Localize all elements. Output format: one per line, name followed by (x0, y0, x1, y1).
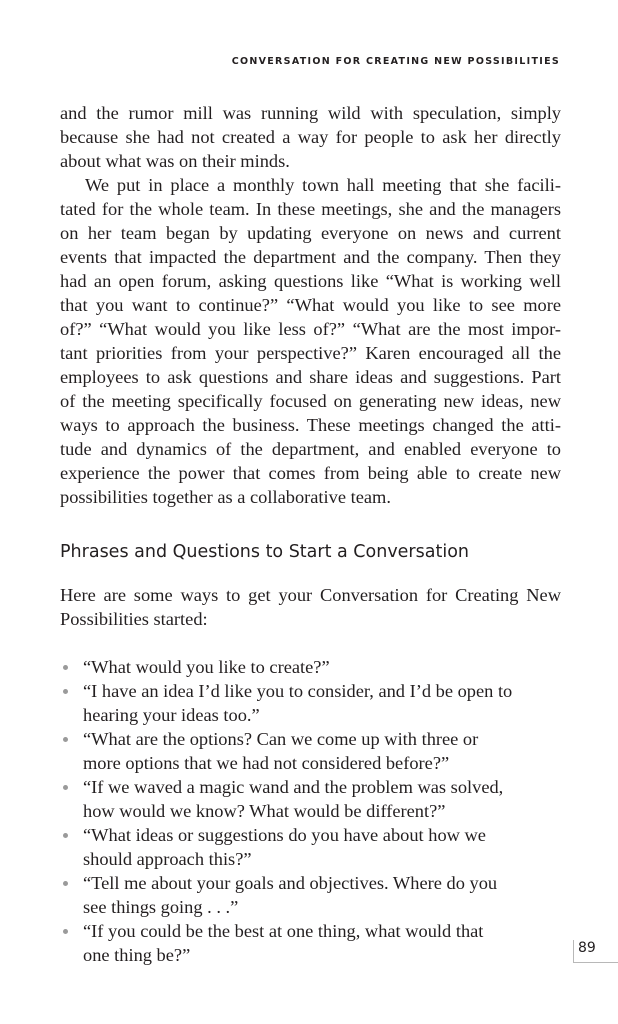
body-line: We put in place a monthly town hall meeting that she facili- (85, 175, 561, 195)
body-line: experience the power that comes from being able to create new (60, 463, 561, 483)
body-line: ways to approach the business. These meetings changed the atti- (60, 415, 561, 435)
bullet-item (60, 823, 561, 871)
bullet-item (60, 775, 561, 823)
page-number: 89 (578, 940, 596, 956)
bullet-item (60, 679, 561, 727)
bullet-dot-icon (63, 665, 68, 670)
intro-paragraph (60, 583, 561, 631)
bullet-item (60, 727, 561, 775)
body-line: tant priorities from your perspective?” Karen encouraged all the (60, 343, 561, 363)
body-line: on her team began by updating everyone on news and current (60, 223, 561, 243)
body-line: tated for the whole team. In these meetings, she and the managers (60, 199, 561, 219)
body-line: that you want to continue?” “What would you like to see more (60, 295, 561, 315)
body-line: about what was on their minds. (60, 151, 290, 171)
bullet-list (60, 655, 561, 967)
bullet-line: “Tell me about your goals and objectives. Where do you (83, 873, 498, 893)
bullet-dot-icon (63, 689, 68, 694)
bullet-line: more options that we had not considered before?” (83, 753, 450, 773)
body-line: of?” “What would you like less of?” “What are the most impor- (60, 319, 561, 339)
bullet-item (60, 655, 561, 679)
bullet-line: “What would you like to create?” (83, 657, 330, 677)
bullet-item (60, 919, 561, 967)
body-line: and the rumor mill was running wild with speculation, simply (60, 103, 561, 123)
bullet-item (60, 871, 561, 919)
body-line: events that impacted the department and the company. Then they (60, 247, 561, 267)
bullet-dot-icon (63, 785, 68, 790)
bullet-line: how would we know? What would be different?” (83, 801, 446, 821)
body-line: employees to ask questions and share ideas and suggestions. Part (60, 367, 561, 387)
bullet-line: see things going . . .” (83, 897, 239, 917)
page-number-box (573, 940, 618, 963)
bullet-dot-icon (63, 929, 68, 934)
bullet-line: should approach this?” (83, 849, 252, 869)
bullet-line: “If we waved a magic wand and the problem was solved, (83, 777, 504, 797)
body-line: tude and dynamics of the department, and enabled everyone to (60, 439, 561, 459)
body-line: of the meeting specifically focused on generating new ideas, new (60, 391, 561, 411)
section-heading: Phrases and Questions to Start a Conversation (60, 542, 469, 562)
bullet-dot-icon (63, 737, 68, 742)
body-line: had an open forum, asking questions like “What is working well (60, 271, 561, 291)
intro-line: Possibilities started: (60, 609, 208, 629)
bullet-line: “What ideas or suggestions do you have about how we (83, 825, 486, 845)
bullet-line: one thing be?” (83, 945, 191, 965)
bullet-line: “If you could be the best at one thing, what would that (83, 921, 484, 941)
bullet-dot-icon (63, 881, 68, 886)
intro-line: Here are some ways to get your Conversation for Creating New (60, 585, 561, 605)
body-line: because she had not created a way for people to ask her directly (60, 127, 561, 147)
bullet-line: “I have an idea I’d like you to consider, and I’d be open to (83, 681, 513, 701)
body-paragraphs (60, 101, 561, 509)
bullet-dot-icon (63, 833, 68, 838)
running-head: CONVERSATION FOR CREATING NEW POSSIBILITIES (231, 56, 560, 67)
body-line: possibilities together as a collaborative team. (60, 487, 391, 507)
bullet-line: “What are the options? Can we come up with three or (83, 729, 479, 749)
bullet-line: hearing your ideas too.” (83, 705, 260, 725)
